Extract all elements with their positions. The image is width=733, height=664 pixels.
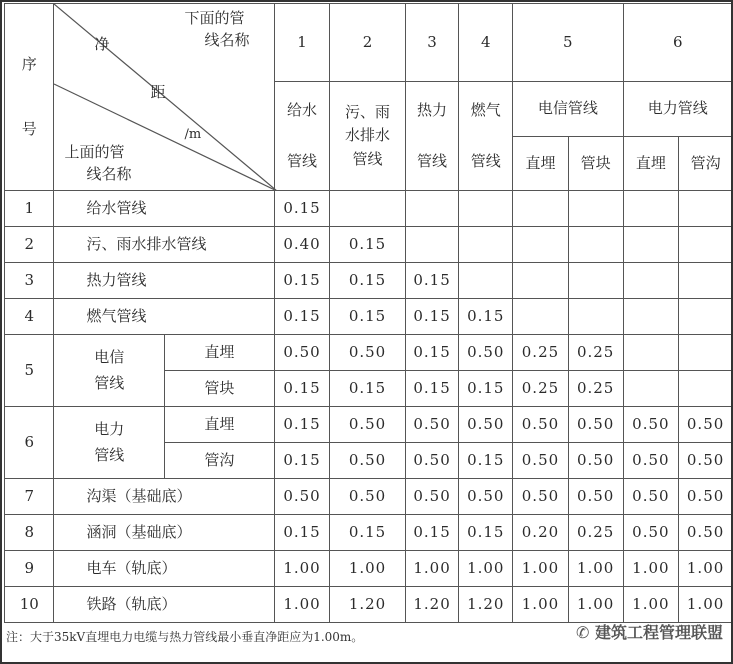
footnote: 注：大于35kV直埋电力电缆与热力管线最小垂直净距应为1.00m。 [6, 630, 364, 644]
value-cell: 1.00 [513, 551, 569, 587]
value-cell: 0.50 [679, 479, 733, 515]
table-row [5, 191, 733, 227]
col-head-heat: 热力 管线 [405, 82, 459, 191]
value-cell: 0.50 [330, 335, 405, 371]
value-cell: 0.50 [459, 479, 513, 515]
row-group-name [54, 335, 165, 407]
col-head-power: 电力管线 [623, 82, 732, 137]
col-number: 3 [405, 4, 459, 82]
value-cell: 0.15 [459, 371, 513, 407]
value-cell [330, 191, 405, 227]
value-cell [513, 263, 569, 299]
col-number: 5 [513, 4, 623, 82]
value-cell [568, 227, 623, 263]
value-cell: 0.50 [513, 479, 569, 515]
clearance-label: 净 [94, 35, 110, 53]
value-cell: 0.15 [274, 191, 330, 227]
col-head-drain: 污、雨 水排水 管线 [330, 82, 405, 191]
row-number: 6 [5, 407, 54, 479]
value-cell: 0.25 [513, 335, 569, 371]
value-cell: 0.50 [330, 407, 405, 443]
value-cell: 0.15 [274, 371, 330, 407]
sub-head-trench: 管沟 [679, 137, 733, 191]
row-number: 5 [5, 335, 54, 407]
row-number: 7 [5, 479, 54, 515]
value-cell: 0.15 [330, 371, 405, 407]
row-number: 4 [5, 299, 54, 335]
value-cell: 1.00 [274, 551, 330, 587]
col-head-water: 给水 管线 [274, 82, 330, 191]
value-cell [459, 191, 513, 227]
clearance-table [4, 3, 733, 623]
value-cell [623, 335, 679, 371]
row-name: 污、雨水排水管线 [54, 227, 274, 263]
row-name: 电车（轨底） [54, 551, 274, 587]
col-head-gas: 燃气 管线 [459, 82, 513, 191]
value-cell [679, 263, 733, 299]
value-cell [679, 191, 733, 227]
value-cell: 1.00 [568, 587, 623, 623]
value-cell: 0.50 [568, 443, 623, 479]
value-cell: 0.50 [459, 407, 513, 443]
value-cell: 0.25 [513, 371, 569, 407]
value-cell: 0.50 [330, 479, 405, 515]
value-cell: 0.15 [330, 299, 405, 335]
value-cell: 0.15 [459, 443, 513, 479]
value-cell: 0.25 [568, 335, 623, 371]
table-row [5, 227, 733, 263]
value-cell: 0.50 [513, 443, 569, 479]
value-cell: 0.15 [274, 299, 330, 335]
value-cell: 0.15 [274, 443, 330, 479]
upper-pipe-label: 上面的管 [64, 143, 125, 161]
value-cell [459, 227, 513, 263]
watermark-logo [576, 620, 723, 643]
row-number: 2 [5, 227, 54, 263]
value-cell: 0.25 [568, 515, 623, 551]
table-row [5, 407, 733, 443]
value-cell: 0.50 [330, 443, 405, 479]
value-cell: 1.20 [330, 587, 405, 623]
value-cell [623, 227, 679, 263]
sub-head-buried: 直埋 [513, 137, 569, 191]
col-number: 4 [459, 4, 513, 82]
unit-label: /m [184, 127, 202, 142]
value-cell: 0.40 [274, 227, 330, 263]
value-cell [513, 299, 569, 335]
group-line: 管线 [94, 445, 125, 464]
value-cell [568, 299, 623, 335]
value-cell: 1.00 [459, 551, 513, 587]
chat-bubble-icon: ✆ [576, 623, 590, 642]
seq-header: 序 号 [5, 4, 54, 191]
row-sub-name: 直埋 [165, 407, 275, 443]
value-cell [679, 335, 733, 371]
value-cell: 0.15 [274, 515, 330, 551]
row-number: 10 [5, 587, 54, 623]
value-cell [623, 299, 679, 335]
lower-pipe-label-2: 线名称 [204, 31, 250, 49]
value-cell: 0.15 [459, 299, 513, 335]
row-name: 铁路（轨底） [54, 587, 274, 623]
row-number: 3 [5, 263, 54, 299]
group-line: 电信 [94, 348, 125, 367]
value-cell: 0.15 [405, 515, 459, 551]
value-cell: 1.00 [274, 587, 330, 623]
row-group-name [54, 407, 165, 479]
value-cell: 0.50 [623, 515, 679, 551]
value-cell: 0.15 [274, 407, 330, 443]
distance-label: 距 [150, 83, 166, 101]
value-cell: 0.15 [274, 263, 330, 299]
value-cell [405, 191, 459, 227]
value-cell: 0.20 [513, 515, 569, 551]
value-cell: 0.25 [568, 371, 623, 407]
value-cell: 1.00 [568, 551, 623, 587]
value-cell [679, 371, 733, 407]
table-row [5, 335, 733, 371]
value-cell [623, 263, 679, 299]
value-cell: 0.15 [405, 371, 459, 407]
value-cell [459, 263, 513, 299]
value-cell [513, 227, 569, 263]
value-cell: 0.50 [623, 407, 679, 443]
value-cell [679, 299, 733, 335]
col-head-telecom: 电信管线 [513, 82, 623, 137]
value-cell: 0.50 [405, 443, 459, 479]
value-cell: 1.20 [459, 587, 513, 623]
value-cell: 0.15 [405, 263, 459, 299]
value-cell: 0.15 [405, 335, 459, 371]
row-name: 热力管线 [54, 263, 274, 299]
row-name: 给水管线 [54, 191, 274, 227]
row-sub-name: 直埋 [165, 335, 275, 371]
value-cell: 0.50 [623, 479, 679, 515]
table-row [5, 515, 733, 551]
sub-head-duct-block: 管块 [568, 137, 623, 191]
value-cell [623, 371, 679, 407]
value-cell: 0.50 [274, 335, 330, 371]
table-body [5, 191, 733, 623]
value-cell: 0.50 [459, 335, 513, 371]
value-cell [513, 191, 569, 227]
row-name: 涵洞（基础底） [54, 515, 274, 551]
value-cell: 0.50 [568, 479, 623, 515]
value-cell: 1.00 [679, 551, 733, 587]
value-cell: 0.50 [679, 407, 733, 443]
sub-head-buried: 直埋 [623, 137, 679, 191]
row-name: 沟渠（基础底） [54, 479, 274, 515]
upper-pipe-label-2: 线名称 [86, 165, 132, 183]
value-cell: 0.15 [459, 515, 513, 551]
value-cell [568, 263, 623, 299]
value-cell: 1.00 [623, 551, 679, 587]
value-cell: 0.15 [405, 299, 459, 335]
value-cell: 1.00 [513, 587, 569, 623]
value-cell: 0.50 [679, 515, 733, 551]
value-cell: 0.15 [330, 227, 405, 263]
value-cell: 0.50 [679, 443, 733, 479]
value-cell: 1.20 [405, 587, 459, 623]
group-line: 电力 [94, 420, 125, 439]
value-cell: 0.50 [513, 407, 569, 443]
row-name: 燃气管线 [54, 299, 274, 335]
row-number: 1 [5, 191, 54, 227]
value-cell [405, 227, 459, 263]
value-cell [568, 191, 623, 227]
value-cell [623, 191, 679, 227]
value-cell: 1.00 [330, 551, 405, 587]
table-row [5, 587, 733, 623]
col-number: 2 [330, 4, 405, 82]
row-sub-name: 管沟 [165, 443, 275, 479]
value-cell: 0.50 [405, 407, 459, 443]
row-number: 9 [5, 551, 54, 587]
row-sub-name: 管块 [165, 371, 275, 407]
table-row [5, 479, 733, 515]
value-cell: 1.00 [623, 587, 679, 623]
row-number: 8 [5, 515, 54, 551]
value-cell: 0.15 [330, 515, 405, 551]
value-cell: 0.50 [623, 443, 679, 479]
table-row [5, 263, 733, 299]
col-number: 6 [623, 4, 732, 82]
watermark-text: 建筑工程管理联盟 [594, 623, 723, 642]
diagonal-corner-header [54, 4, 274, 191]
value-cell: 0.50 [568, 407, 623, 443]
value-cell: 1.00 [405, 551, 459, 587]
value-cell [679, 227, 733, 263]
value-cell: 0.50 [274, 479, 330, 515]
lower-pipe-label: 下面的管 [184, 9, 245, 27]
value-cell: 1.00 [679, 587, 733, 623]
table-row [5, 551, 733, 587]
group-line: 管线 [94, 373, 125, 392]
col-number: 1 [274, 4, 330, 82]
table-row [5, 299, 733, 335]
value-cell: 0.15 [330, 263, 405, 299]
value-cell: 0.50 [405, 479, 459, 515]
